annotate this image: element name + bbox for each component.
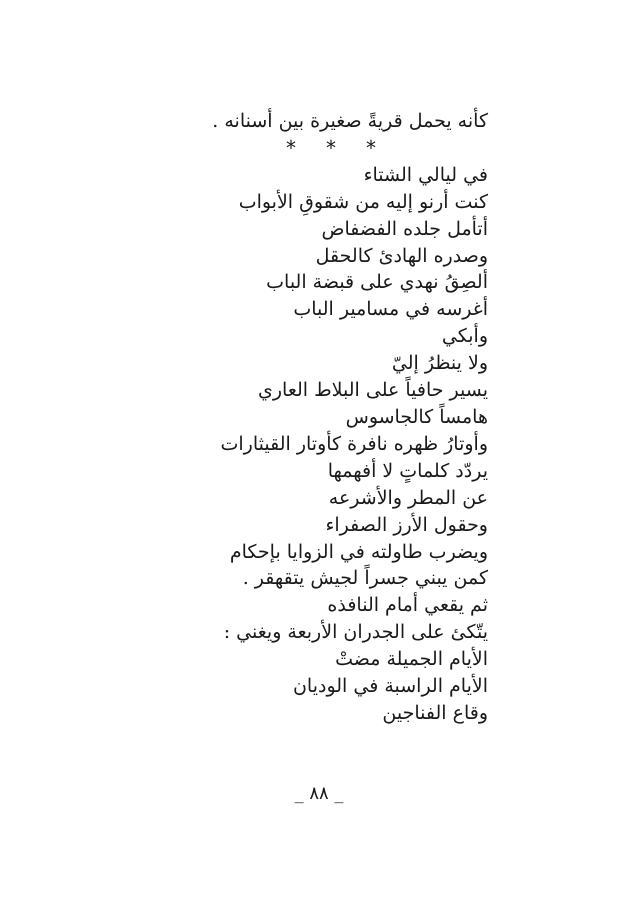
poem-line: كمن يبني جسراً لجيش يتقهقر . [242,567,488,590]
poem-text [88,108,488,727]
separator-star: * [286,135,296,160]
section-separator [88,135,488,162]
separator-star: * [366,135,376,160]
poem-line: كأنه يحمل قريةً صغيرة بين أسنانه . [212,110,488,132]
poem-line: يردّد كلماتٍ لا أفهمها [327,459,488,482]
poem-line: ولا ينظرُ إليّ [391,352,488,375]
poem-line: ألصِقُ نهدي على قبضة الباب [266,271,488,294]
page-number: _ ٨٨ _ [294,783,344,804]
poem-line: في ليالي الشتاء [363,163,488,186]
poem-line: الأيام الجميلة مضتْ [335,648,488,671]
poem-line: يسير حافياً على البلاط العاري [258,379,488,402]
poem-line: وأوتارُ ظهره نافرة كأوتار القيثارات [220,432,488,455]
poem-line: يتّكئ على الجدران الأربعة ويغني : [223,621,488,644]
poem-line: وأبكي [441,325,488,348]
poem-line: أتأمل جلده الفضفاض [321,217,488,240]
poem-line: وصدره الهادئ كالحقل [315,244,488,267]
poem-line: أغرسه في مسامير الباب [293,298,488,321]
poem-line: ويضرب طاولته في الزوايا بإحكام [229,540,488,563]
separator-star: * [326,135,336,160]
poem-line: هامساً كالجاسوس [345,405,488,428]
poem-line: وحقول الأرز الصفراء [325,513,488,536]
poem-line: عن المطر والأشرعه [328,486,488,509]
poem-line: كنت أرنو إليه من شقوقِ الأبواب [238,190,488,213]
poem-line: وقاع الفناجين [382,701,488,724]
poem-line: الأيام الراسبة في الوديان [292,675,488,698]
poem-line: ثم يقعي أمام النافذه [327,594,488,617]
